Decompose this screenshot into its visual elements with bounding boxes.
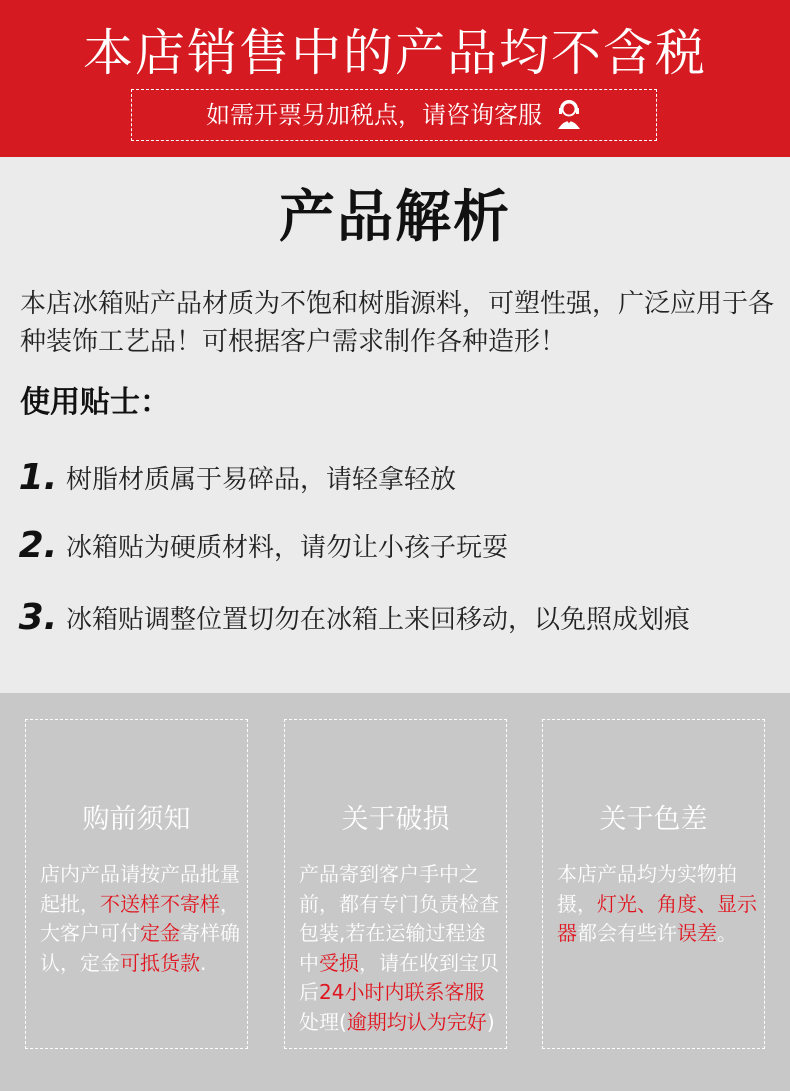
body-text: 。 [717, 921, 737, 945]
highlight-text: 受损 [319, 950, 359, 975]
product-intro: 本店冰箱贴产品材质为不饱和树脂源料，可塑性强，广泛应用于各种装饰工艺品！可根据客户需求制作各种造形！ [20, 289, 775, 357]
body-text: 寄样确认，定金 [40, 921, 240, 975]
product-analysis-section [0, 157, 790, 693]
card-body [557, 860, 757, 949]
analysis-title: 产品解析 [279, 185, 511, 250]
tips-heading: 使用贴士： [20, 385, 170, 420]
body-text: ) [486, 1009, 495, 1034]
customer-service-icon[interactable] [556, 100, 582, 130]
highlight-text: 定金 [140, 921, 180, 945]
card-title: 关于色差 [599, 804, 708, 835]
tip-number: 1. [18, 456, 58, 498]
highlight-text: 误差 [677, 921, 717, 945]
body-text: ，请在收到宝贝后 [299, 950, 499, 1004]
info-cards-section [0, 693, 790, 1091]
card-before-purchase [25, 719, 248, 1049]
tip-item [10, 521, 790, 569]
tip-text: 冰箱贴调整位置切勿在冰箱上来回移动，以免照成划痕 [66, 604, 691, 635]
tip-number: 2. [18, 524, 58, 566]
body-text: 本店产品均为实物拍摄， [557, 862, 737, 916]
card-title: 关于破损 [341, 804, 450, 835]
banner-title: 本店销售中的产品均不含税 [83, 24, 707, 82]
body-text: 产品寄到客户手中之前，都有专门负责检查包装,若在运输过程途中 [299, 862, 499, 975]
highlight-text: 逾期均认为完好 [346, 1009, 487, 1034]
highlight-text: 24小时内联系客服 [319, 980, 485, 1004]
card-body [40, 860, 240, 978]
body-text: 都会有些许 [577, 921, 677, 945]
body-text: 处理( [299, 1009, 347, 1034]
body-text: 店内产品请按产品批量起批， [40, 862, 240, 916]
invoice-notice-box [131, 89, 657, 141]
card-body [299, 860, 499, 1037]
card-color-difference [542, 719, 765, 1049]
tip-number: 3. [18, 596, 58, 638]
highlight-text: 不送样不寄样 [100, 891, 220, 916]
body-text: ，大客户可付 [40, 891, 240, 945]
tip-text: 树脂材质属于易碎品，请轻拿轻放 [66, 464, 457, 495]
tip-item [10, 593, 790, 641]
invoice-notice-text: 如需开票另加税点，请咨询客服 [206, 101, 542, 129]
highlight-text: 可抵货款 [120, 950, 200, 975]
card-damage [284, 719, 507, 1049]
tip-item [10, 453, 790, 501]
card-title: 购前须知 [82, 804, 191, 835]
top-banner [0, 0, 790, 157]
body-text: . [200, 950, 207, 975]
tip-text: 冰箱贴为硬质材料，请勿让小孩子玩耍 [66, 532, 509, 563]
highlight-text: 灯光、角度、显示器 [557, 891, 757, 945]
